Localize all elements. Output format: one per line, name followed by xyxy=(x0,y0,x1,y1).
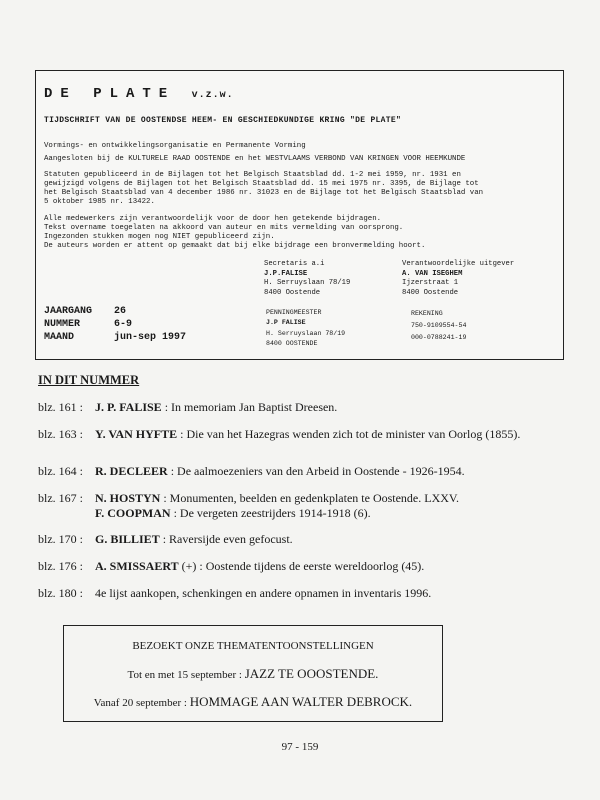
entry-author: Y. VAN HYFTE xyxy=(95,427,178,441)
contents-entry xyxy=(38,559,558,574)
exhibition-title: HOMMAGE AAN WALTER DEBROCK. xyxy=(189,694,413,709)
journal-name: DE PLATE xyxy=(44,86,176,102)
secretary-name: J.P.FALISE xyxy=(264,269,308,278)
accounts-role: REKENING xyxy=(411,310,443,317)
contents-entry xyxy=(38,491,558,521)
entry-author: J. P. FALISE xyxy=(95,400,162,414)
notes-line: De auteurs worden er attent op gemaakt dat bij elke bijdrage een bronvermelding hoort. xyxy=(44,242,426,250)
page-range: 97 - 159 xyxy=(281,741,319,753)
entry-author: N. HOSTYN xyxy=(95,491,161,505)
entry-title: : De vergeten zeestrijders 1914-1918 (6). xyxy=(170,506,371,520)
month-value: jun-sep 1997 xyxy=(114,332,187,343)
journal-legal-suffix: v.z.w. xyxy=(191,90,234,101)
organisation-line: Vormings- en ontwikkelingsorganisatie en Permanente Vorming xyxy=(44,142,306,150)
contents-entry xyxy=(38,532,558,547)
entry-page: blz. 164 : xyxy=(38,464,83,478)
entry-page: blz. 176 : xyxy=(38,559,83,573)
contents-entry xyxy=(38,427,558,442)
publisher-city: 8400 Oostende xyxy=(402,288,459,297)
secretary-address xyxy=(264,260,350,298)
entry-title: : Oostende tijdens de eerste wereldoorlog (45). xyxy=(196,559,425,573)
notes-line: Tekst overname toegelaten na akkoord van auteur en mits vermelding van oorsprong. xyxy=(44,224,404,232)
entry-page: blz. 167 : xyxy=(38,491,83,505)
volume-value: 26 xyxy=(114,306,127,317)
treasurer-city: 8400 OOSTENDE xyxy=(266,340,318,348)
entry-page: blz. 161 : xyxy=(38,400,83,414)
contents-entry xyxy=(38,586,558,601)
exhibition-line xyxy=(64,666,442,682)
treasurer-name: J.P FALISE xyxy=(266,319,306,327)
account-number: 750-9109554-54 xyxy=(411,322,467,329)
contents-entry xyxy=(38,464,558,479)
affiliation-line: Aangesloten bij de KULTURELE RAAD OOSTENDE en het WESTVLAAMS VERBOND VAN KRINGEN VOOR HEEMKUNDE xyxy=(44,155,466,163)
entry-title: 4e lijst aankopen, schenkingen en andere opnamen in inventaris 1996. xyxy=(95,586,432,600)
entry-author: G. BILLIET xyxy=(95,532,160,546)
account-number: 000-0788241-19 xyxy=(411,334,467,341)
entry-author: A. SMISSAERT xyxy=(95,559,179,573)
entry-page: blz. 163 : xyxy=(38,427,83,441)
entry-title: : In memoriam Jan Baptist Dreesen. xyxy=(161,400,338,414)
masthead-box xyxy=(35,70,564,360)
entry-title: : Die van het Hazegras wenden zich tot de minister van Oorlog (1855). xyxy=(177,427,521,441)
statutes-line: gewijzigd volgens de Bijlagen tot het Belgisch Staatsblad dd. 15 mei 1975 nr. 3395, de Bijlage tot xyxy=(44,180,479,188)
issue-info xyxy=(44,305,186,344)
exhibition-heading: BEZOEKT ONZE THEMATENTOONSTELLINGEN xyxy=(132,640,374,652)
contents-entry xyxy=(38,400,558,415)
statutes-line: Statuten gepubliceerd in de Bijlagen tot het Belgisch Staatsblad dd. 1-2 mei 1959, nr. 1931 en xyxy=(44,171,461,179)
notes-line: Alle medewerkers zijn verantwoordelijk voor de door hen getekende bijdragen. xyxy=(44,215,382,223)
journal-title xyxy=(44,86,234,102)
notes-line: Ingezonden stukken mogen nog NIET gepubliceerd zijn. xyxy=(44,233,275,241)
secretary-role: Secretaris a.i xyxy=(264,260,325,268)
secretary-city: 8400 Oostende xyxy=(264,288,321,297)
publisher-name: A. VAN ISEGHEM xyxy=(402,269,463,278)
entry-title: : De aalmoezeniers van den Arbeid in Oostende - 1926-1954. xyxy=(167,464,465,478)
number-value: 6-9 xyxy=(114,319,133,330)
publisher-role: Verantwoordelijke uitgever xyxy=(402,260,515,268)
exhibition-box xyxy=(63,625,443,722)
entry-title: : Monumenten, beelden en gedenkplaten te Oostende. LXXV. xyxy=(160,491,460,505)
journal-subtitle: TIJDSCHRIFT VAN DE OOSTENDSE HEEM- EN GESCHIEDKUNDIGE KRING "DE PLATE" xyxy=(44,116,402,125)
statutes-line: 5 oktober 1985 nr. 13422. xyxy=(44,198,155,206)
exhibition-dates: Tot en met 15 september : xyxy=(127,669,245,681)
publisher-street: Ijzerstraat 1 xyxy=(402,279,459,288)
exhibition-title: JAZZ TE OOOSTENDE. xyxy=(244,666,379,681)
entry-page: blz. 180 : xyxy=(38,586,83,600)
treasurer-role: PENNINGMEESTER xyxy=(266,309,322,316)
publisher-address xyxy=(402,260,514,298)
number-label: NUMMER xyxy=(44,319,81,330)
bank-accounts xyxy=(411,308,466,344)
volume-label: JAARGANG xyxy=(44,306,93,317)
statutes-line: het Belgisch Staatsblad van 4 december 1986 nr. 31023 en de Bijlage tot het Belgisch Staatsblad van xyxy=(44,189,484,197)
entry-author-note: (+) xyxy=(178,559,197,573)
exhibition-dates: Vanaf 20 september : xyxy=(93,697,190,709)
exhibition-line xyxy=(64,694,442,710)
entry-title: : Raversijde even gefocust. xyxy=(159,532,293,546)
entry-author: R. DECLEER xyxy=(95,464,168,478)
treasurer-street: H. Serruyslaan 78/19 xyxy=(266,329,346,337)
month-label: MAAND xyxy=(44,332,75,343)
contents-heading: IN DIT NUMMER xyxy=(38,373,140,387)
entry-page: blz. 170 : xyxy=(38,532,83,546)
entry-author: F. COOPMAN xyxy=(95,506,171,520)
secretary-street: H. Serruyslaan 78/19 xyxy=(264,279,351,288)
treasurer-address xyxy=(266,308,345,350)
